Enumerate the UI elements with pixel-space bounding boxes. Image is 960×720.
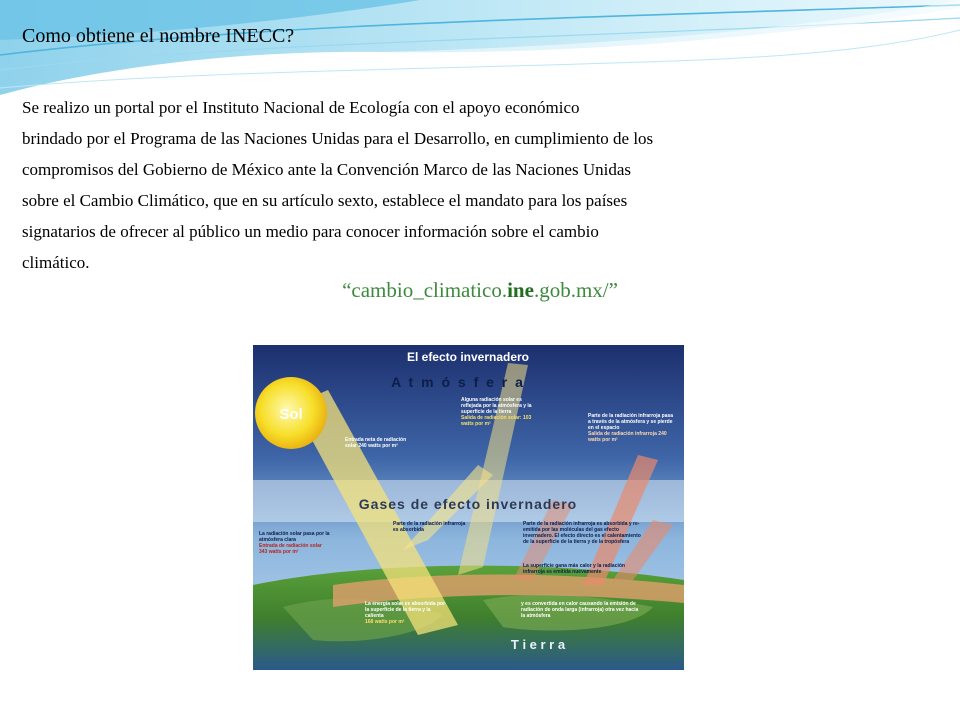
- callout-reflected-value: Salida de radiación solar: 103 watts por m²: [461, 415, 532, 427]
- callout-energy-absorbed-value: 168 watts por m²: [365, 619, 405, 625]
- callout-converted: y es convertida en calor causando la emisión de radiación de onda larga (infrarroja) otra vez hacia la atmósfera: [521, 601, 639, 619]
- callout-net-input: Entrada neta de radiación solar 240 watts por m²: [345, 437, 407, 449]
- callout-infrared-out-value: Salida de radiación infrarroja 240 watts por m²: [588, 431, 667, 443]
- paragraph-line: Se realizo un portal por el Instituto Nacional de Ecología con el apoyo económico: [22, 98, 580, 117]
- callout-reflected: Alguna radiación solar es reflejada por la atmósfera y la superficie de la tierra: [461, 397, 532, 415]
- atmosphere-label: A t m ó s f e r a: [391, 374, 525, 390]
- sun-label: Sol: [279, 406, 303, 423]
- callout-solar-pass: La radiación solar pasa por la atmósfera clara: [259, 531, 330, 543]
- callout-solar-pass-value: Entrada de radiación solar 343 watts por m²: [259, 543, 322, 555]
- callout-surface-heat: La superficie gana más calor y la radiación infrarroja es emitida nuevamente: [523, 563, 625, 575]
- greenhouse-effect-infographic: [253, 345, 684, 670]
- paragraph-line: compromisos del Gobierno de México ante la Convención Marco de las Naciones Unidas: [22, 160, 632, 179]
- paragraph-line: signatarios de ofrecer al público un medio para conocer información sobre el cambio: [22, 222, 599, 241]
- slide-title: Como obtiene el nombre INECC?: [22, 25, 295, 47]
- url-bold-part: ine: [507, 278, 534, 302]
- callout-infrared-out: Parte de la radiación infrarroja pasa a través de la atmósfera y se pierde en el espacio: [588, 413, 674, 431]
- infographic-title: El efecto invernadero: [406, 350, 530, 364]
- paragraph-line: climático.: [22, 253, 90, 272]
- earth-label: T i e r r a: [510, 637, 566, 652]
- paragraph-line: brindado por el Programa de las Naciones Unidas para el Desarrollo, en cumplimiento de los: [22, 129, 654, 148]
- callout-reemitted: Parte de la radiación infrarroja es absorbida y re-emitida por las moléculas del gas efecto invernadero. El efecto directo es el calentamiento de la superficie de la tierra y de la tropósfera: [523, 521, 641, 545]
- portal-url: “cambio_climatico.ine.gob.mx/”: [342, 278, 618, 302]
- gases-label: Gases de efecto invernadero: [358, 496, 578, 512]
- body-paragraph: [22, 92, 922, 278]
- callout-absorbed: Parte de la radiación infrarroja es absorbida: [393, 521, 466, 533]
- paragraph-line: sobre el Cambio Climático, que en su artículo sexto, establece el mandato para los países: [22, 191, 628, 210]
- callout-energy-absorbed: La energía solar es absorbida por la superficie de la tierra y la calienta: [365, 601, 446, 619]
